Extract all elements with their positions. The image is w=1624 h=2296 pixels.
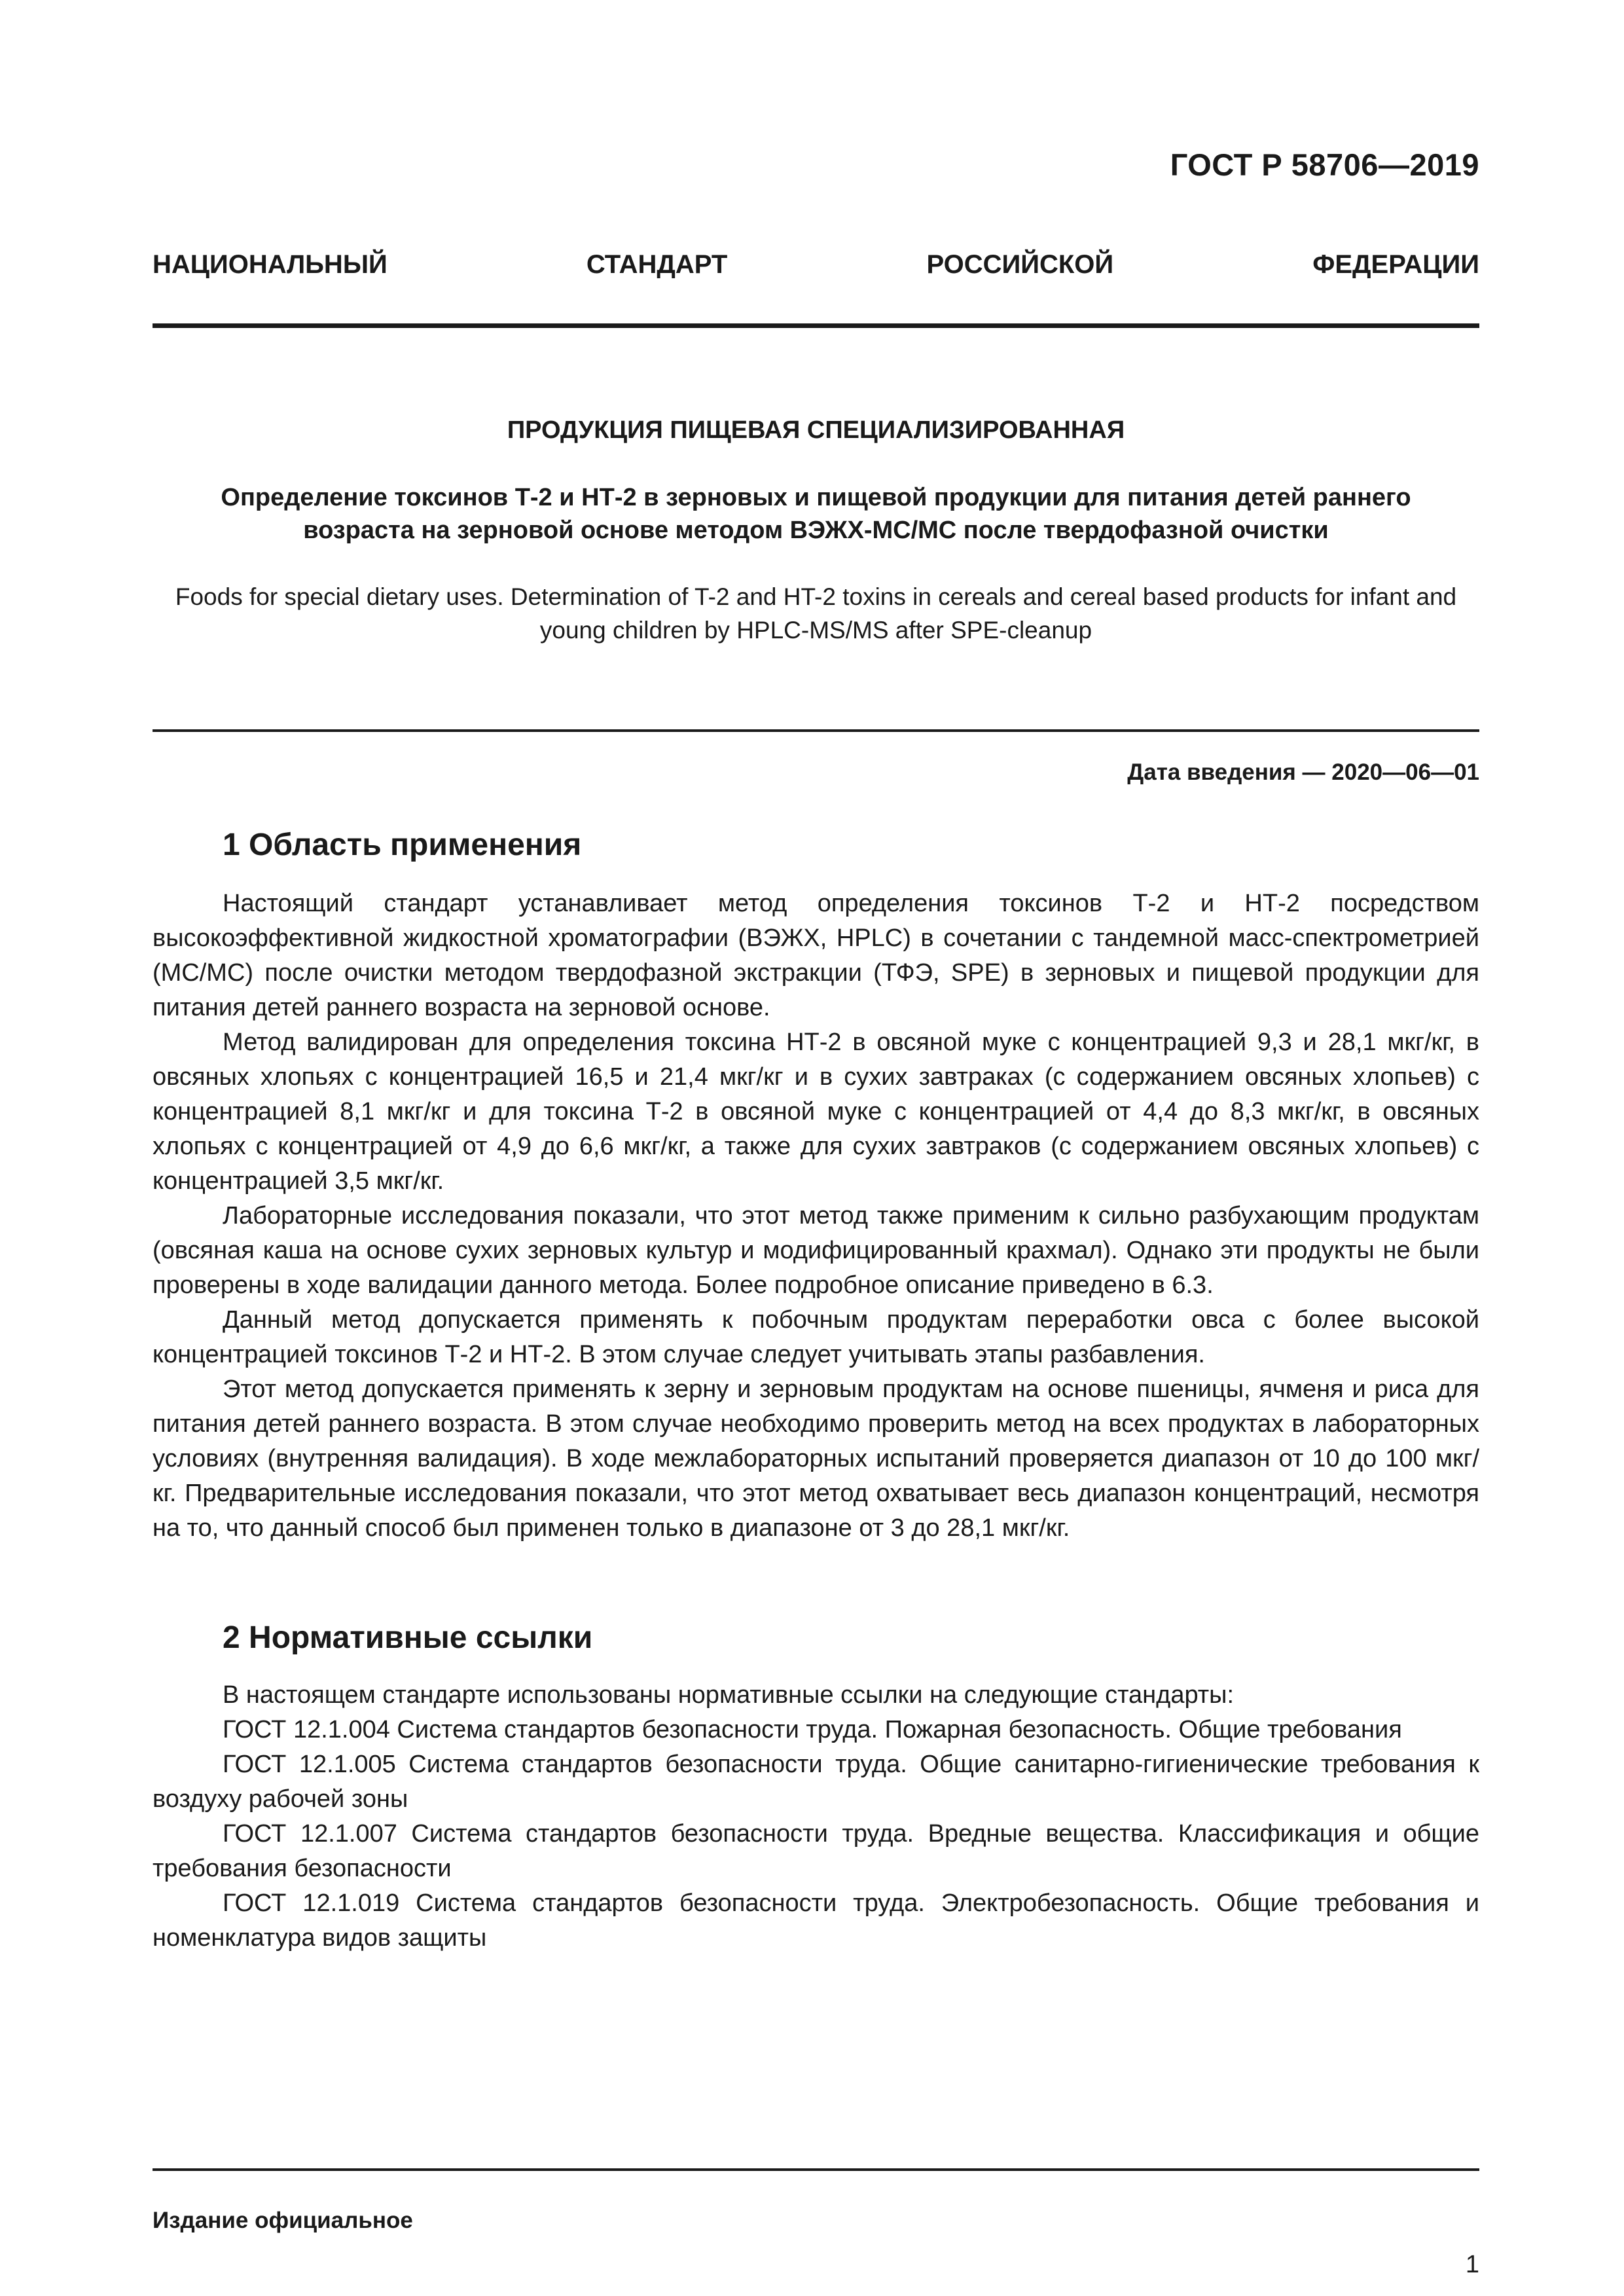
standard-number: ГОСТ Р 58706—2019: [1170, 147, 1479, 182]
section-1-paragraph: Этот метод допускается применять к зерну и зерновым продуктам на основе пшеницы, ячменя и риса для питания детей раннего возраста. В этом случае необходимо проверить метод на всех продуктах в лабораторных условиях (внутренняя валидация). В ходе межлабораторных испытаний проверяется диапазон от 10 до 100 мкг/кг. Предварительные исследования показали, что этот метод охватывает весь диапазон концентраций, несмотря на то, что данный способ был применен только в диапазоне от 3 до 28,1 мкг/кг.: [153, 1376, 1479, 1542]
normative-reference-item: ГОСТ 12.1.005 Система стандартов безопасности труда. Общие санитарно-гигиенические требования к воздуху рабочей зоны: [153, 1751, 1479, 1813]
section-1-paragraph: Настоящий стандарт устанавливает метод определения токсинов Т-2 и НТ-2 посредством высокоэффективной жидкостной хроматографии (ВЭЖХ, HPLC) в сочетании с тандемной масс-спектрометрией (МС/МС) после очистки методом твердофазной экстракции (ТФЭ, SPE) в зерновых и пищевой продукции для питания детей раннего возраста на зерновой основе.: [153, 890, 1479, 1021]
english-title: [153, 580, 1479, 647]
normative-reference-intro: В настоящем стандарте использованы нормативные ссылки на следующие стандарты:: [223, 1681, 1235, 1709]
normative-reference-item: ГОСТ 12.1.019 Система стандартов безопасности труда. Электробезопасность. Общие требования и номенклатура видов защиты: [153, 1889, 1479, 1952]
document-page: [153, 0, 1479, 2296]
section-2-body: [153, 1678, 1479, 1956]
section-1-heading: 1 Область применения: [223, 828, 582, 862]
national-standard-title: НАЦИОНАЛЬНЫЙ СТАНДАРТ РОССИЙСКОЙ ФЕДЕРАЦИИ: [153, 250, 1479, 279]
introduction-date: Дата введения — 2020—06—01: [1127, 759, 1479, 785]
product-title: ПРОДУКЦИЯ ПИЩЕВАЯ СПЕЦИАЛИЗИРОВАННАЯ: [507, 416, 1125, 444]
normative-reference-item: ГОСТ 12.1.007 Система стандартов безопасности труда. Вредные вещества. Классификация и общие требования безопасности: [153, 1820, 1479, 1882]
page-number: 1: [1465, 2251, 1479, 2278]
subtitle-line-1: Определение токсинов Т-2 и НТ-2 в зерновых и пищевой продукции для питания детей раннего: [221, 484, 1411, 511]
subtitle-line-2: возраста на зерновой основе методом ВЭЖХ-МС/МС после твердофазной очистки: [303, 517, 1329, 544]
normative-reference-item: ГОСТ 12.1.004 Система стандартов безопасности труда. Пожарная безопасность. Общие требования: [223, 1716, 1402, 1743]
title-divider: [153, 729, 1479, 732]
section-1-paragraph: Метод валидирован для определения токсина НТ-2 в овсяной муке с концентрацией 9,3 и 28,1 мкг/кг, в овсяных хлопьях с концентрацией 16,5 и 21,4 мкг/кг и в сухих завтраках (с содержанием овсяных хлопьев) с концентрацией 8,1 мкг/кг и для токсина Т-2 в овсяной муке с концентрацией от 4,4 до 8,3 мкг/кг, в овсяных хлопьях с концентрацией от 4,9 до 6,6 мкг/кг, а также для сухих завтраков (с содержанием овсяных хлопьев) с концентрацией 3,5 мкг/кг.: [153, 1029, 1479, 1195]
section-1-body: [153, 886, 1479, 1546]
document-subtitle: [153, 481, 1479, 547]
section-2-heading: 2 Нормативные ссылки: [223, 1620, 593, 1655]
section-1-paragraph: Лабораторные исследования показали, что этот метод также применим к сильно разбухающим продуктам (овсяная каша на основе сухих зерновых культур и модифицированный крахмал). Однако эти продукты не были проверены в ходе валидации данного метода. Более подробное описание приведено в 6.3.: [153, 1202, 1479, 1299]
section-1-paragraph: Данный метод допускается применять к побочным продуктам переработки овса с более высокой концентрацией токсинов Т-2 и НТ-2. В этом случае следует учитывать этапы разбавления.: [153, 1306, 1479, 1368]
header-divider: [153, 323, 1479, 328]
english-title-line-1: Foods for special dietary uses. Determination of T-2 and HT-2 toxins in cereals and cereal based products for infant and: [175, 583, 1457, 610]
english-title-line-2: young children by HPLC-MS/MS after SPE-cleanup: [539, 617, 1092, 644]
edition-label: Издание официальное: [153, 2208, 413, 2233]
footer-divider: [153, 2168, 1479, 2171]
